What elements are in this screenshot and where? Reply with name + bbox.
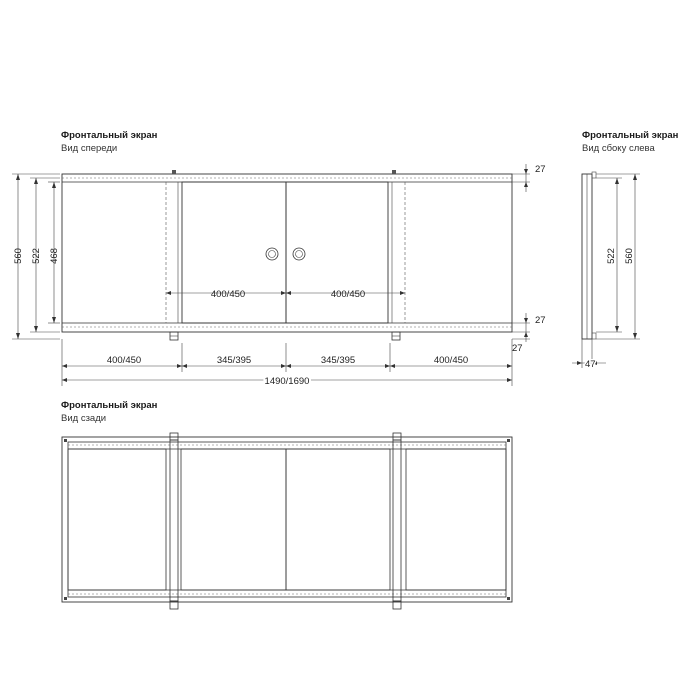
back-door-left: [181, 449, 286, 590]
front-view-subtitle: Вид спереди: [61, 143, 118, 154]
back-view-drawing: [62, 433, 512, 609]
dim-rail-top: 27: [535, 164, 546, 175]
back-fixed-panel-right: [406, 449, 506, 590]
dim-seg-3: 345/395: [320, 355, 356, 366]
front-door-left: [182, 182, 286, 323]
dim-rail-bottom: 27: [535, 315, 546, 326]
side-view-drawing: [572, 172, 640, 370]
back-fixed-panel-left: [68, 449, 166, 590]
dim-door-left: 400/450: [210, 289, 246, 300]
dim-side-560: 560: [624, 248, 635, 264]
dim-seg-1: 400/450: [106, 355, 142, 366]
front-view-drawing: [12, 164, 546, 387]
back-view-subtitle: Вид сзади: [61, 413, 107, 424]
dim-door-right: 400/450: [330, 289, 366, 300]
back-view-title: Фронтальный экран: [61, 400, 158, 411]
back-door-right: [286, 449, 390, 590]
side-view-title: Фронтальный экран: [582, 130, 679, 141]
dim-side-depth: 47: [585, 359, 596, 370]
dim-total-length: 1490/1690: [264, 376, 310, 387]
back-panel-outline: [62, 437, 512, 602]
dim-height-468: 468: [49, 248, 60, 264]
front-panel-outline: [62, 174, 512, 332]
dim-seg-4: 400/450: [433, 355, 469, 366]
side-view-subtitle: Вид сбоку слева: [582, 143, 655, 154]
door-handle-right-icon: [293, 248, 305, 260]
door-handle-left-icon: [266, 248, 278, 260]
front-door-right: [286, 182, 388, 323]
dim-side-522: 522: [606, 248, 617, 264]
dim-foot: 27: [512, 343, 523, 354]
dim-seg-2: 345/395: [216, 355, 252, 366]
front-view-title: Фронтальный экран: [61, 130, 158, 141]
back-post-left: [170, 440, 178, 601]
dim-height-522: 522: [31, 248, 42, 264]
back-post-right: [393, 440, 401, 601]
dim-height-560: 560: [13, 248, 24, 264]
